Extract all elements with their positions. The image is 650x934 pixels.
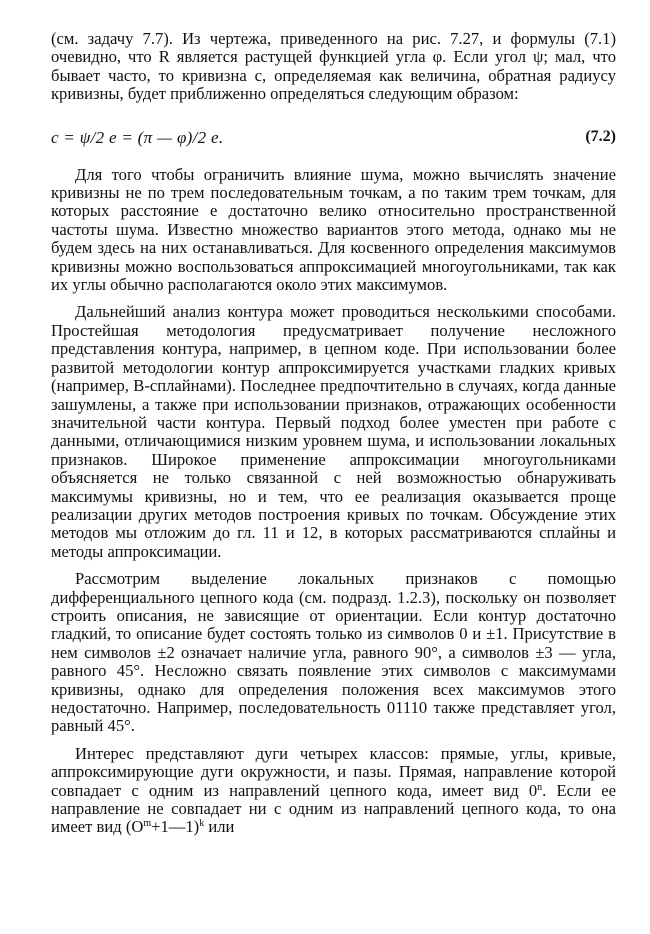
paragraph-contour-analysis: Дальнейший анализ контура может проводиться несколькими способами. Простейшая методология предусматривает получение несложного представления контура, например, в цепном коде. При использовании более развитой методологии контур аппроксимируется участками гладких кривых (например, B-сплайнами). Последнее предпочтительно в случаях, когда данные зашумлены, а также при использовании признаков, отражающих особенности значительной части контура. Первый подход более уместен при работе с данными, отличающимися низким уровнем шума, и использовании локальных признаков. Широкое применение аппроксимации многоугольниками объясняется не только связанной с ней возможностью обнаруживать максимумы кривизны, но и тем, что ее реализация оказывается проще реализации других методов построения кривых по точкам. Обсуждение этих методов мы отложим до гл. 11 и 12, в которых рассматриваются сплайны и методы аппроксимации. [51, 302, 616, 561]
arc-text-1: Интерес представляют дуги четырех классов: прямые, углы, кривые, аппроксимирующие дуги окружности, и пазы. Прямая, направление которой совпадает с одним из направлений цепного кода, имеет вид 0 [51, 743, 616, 800]
arc-text-3: +1—1) [151, 817, 200, 837]
formula-number: (7.2) [585, 127, 616, 145]
formula-expression: c = ψ/2 e = (π — φ)/2 e. [51, 127, 224, 147]
arc-text-4: или [204, 817, 235, 837]
arc-sup-m: m [143, 818, 152, 830]
paragraph-noise: Для того чтобы ограничить влияние шума, можно вычислять значение кривизны не по трем последовательным точкам, а по таким трем точкам, для которых расстояние e достаточно велико относительно пространственной частоты шума. Известно множество вариантов этого метода, однако мы не будем здесь на них останавливаться. Для косвенного определения максимумов кривизны можно воспользоваться аппроксимацией многоугольниками, так как их углы обычно располагаются около этих максимумов. [51, 164, 616, 295]
arc-sup-n: n [537, 781, 543, 793]
paragraph-intro: (см. задачу 7.7). Из чертежа, приведенного на рис. 7.27, и формулы (7.1) очевидно, что R является растущей функцией угла φ. Если угол ψ; мал, что бывает часто, то кривизна c, определяемая как величина, обратная радиусу кривизны, будет приближенно определяться следующим образом: [51, 29, 616, 104]
paragraph-chain-code: Рассмотрим выделение локальных признаков с помощью дифференциального цепного кода (см. подразд. 1.2.3), поскольку он позволяет строить описания, не зависящие от ориентации. Если контур достаточно гладкий, то описание будет состоять только из символов 0 и ±1. Присутствие в нем символов ±2 означает наличие угла, равного 90°, а символов ±3 — угла, равного 45°. Несложно связать появление этих символов с максимумами кривизны, однако для определения положения всех максимумов этого недостаточно. Например, последовательность 01110 также представляет угол, равный 45°. [51, 569, 616, 736]
arc-sup-k: k [199, 818, 205, 830]
formula-7-2 [51, 128, 616, 148]
document-page [51, 30, 616, 837]
arc-text-2: . Если ее направление не совпадает ни с одним из направлений цепного кода, то она имеет вид (O [51, 780, 616, 837]
paragraph-arc-classes [51, 745, 616, 837]
